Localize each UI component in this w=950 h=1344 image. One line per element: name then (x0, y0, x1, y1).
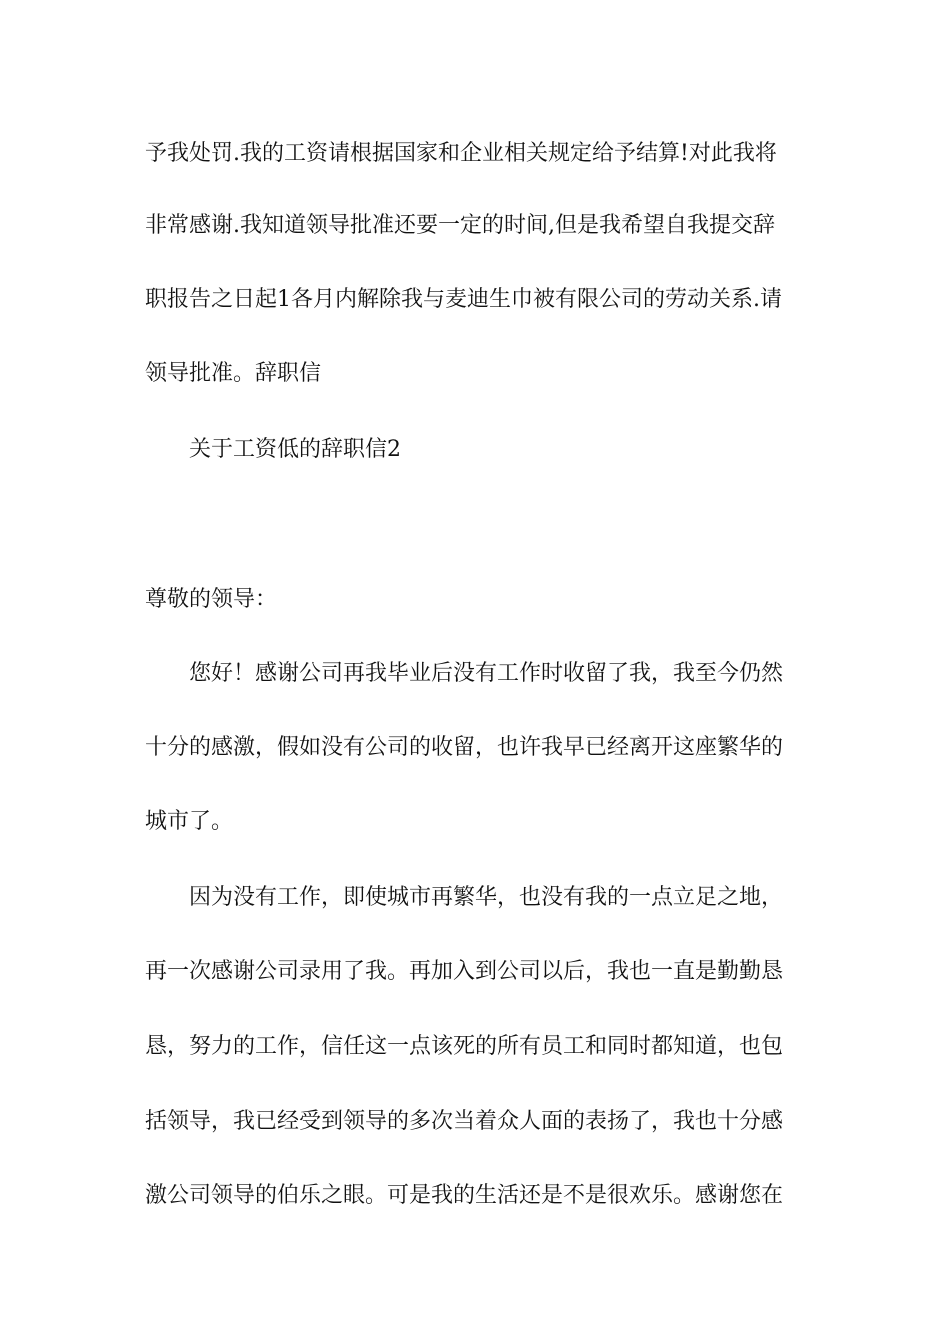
paragraph-line: 予我处罚.我的工资请根据国家和企业相关规定给予结算!对此我将 (145, 141, 777, 166)
paragraph-line: 恳，努力的工作，信任这一点该死的所有员工和同时都知道，也包 (145, 1034, 784, 1059)
paragraph-line: 领导批准。辞职信 (145, 361, 322, 386)
paragraph-line: 十分的感激，假如没有公司的收留，也许我早已经离开这座繁华的 (145, 735, 784, 760)
paragraph-line: 激公司领导的伯乐之眼。可是我的生活还是不是很欢乐。感谢您在 (145, 1183, 784, 1208)
paragraph-line: 括领导，我已经受到领导的多次当着众人面的表扬了，我也十分感 (145, 1109, 784, 1134)
paragraph-line: 因为没有工作，即使城市再繁华，也没有我的一点立足之地， (189, 885, 784, 910)
paragraph-line: 再一次感谢公司录用了我。再加入到公司以后，我也一直是勤勤恳 (145, 959, 784, 984)
paragraph-line: 职报告之日起1各月内解除我与麦迪生巾被有限公司的劳动关系.请 (145, 287, 782, 312)
salutation: 尊敬的领导： (145, 587, 278, 612)
paragraph-line: 您好！感谢公司再我毕业后没有工作时收留了我，我至今仍然 (189, 661, 784, 686)
section-title: 关于工资低的辞职信2 (189, 437, 401, 462)
paragraph-line: 非常感谢.我知道领导批准还要一定的时间,但是我希望自我提交辞 (145, 213, 775, 238)
paragraph-line: 城市了。 (145, 809, 234, 834)
